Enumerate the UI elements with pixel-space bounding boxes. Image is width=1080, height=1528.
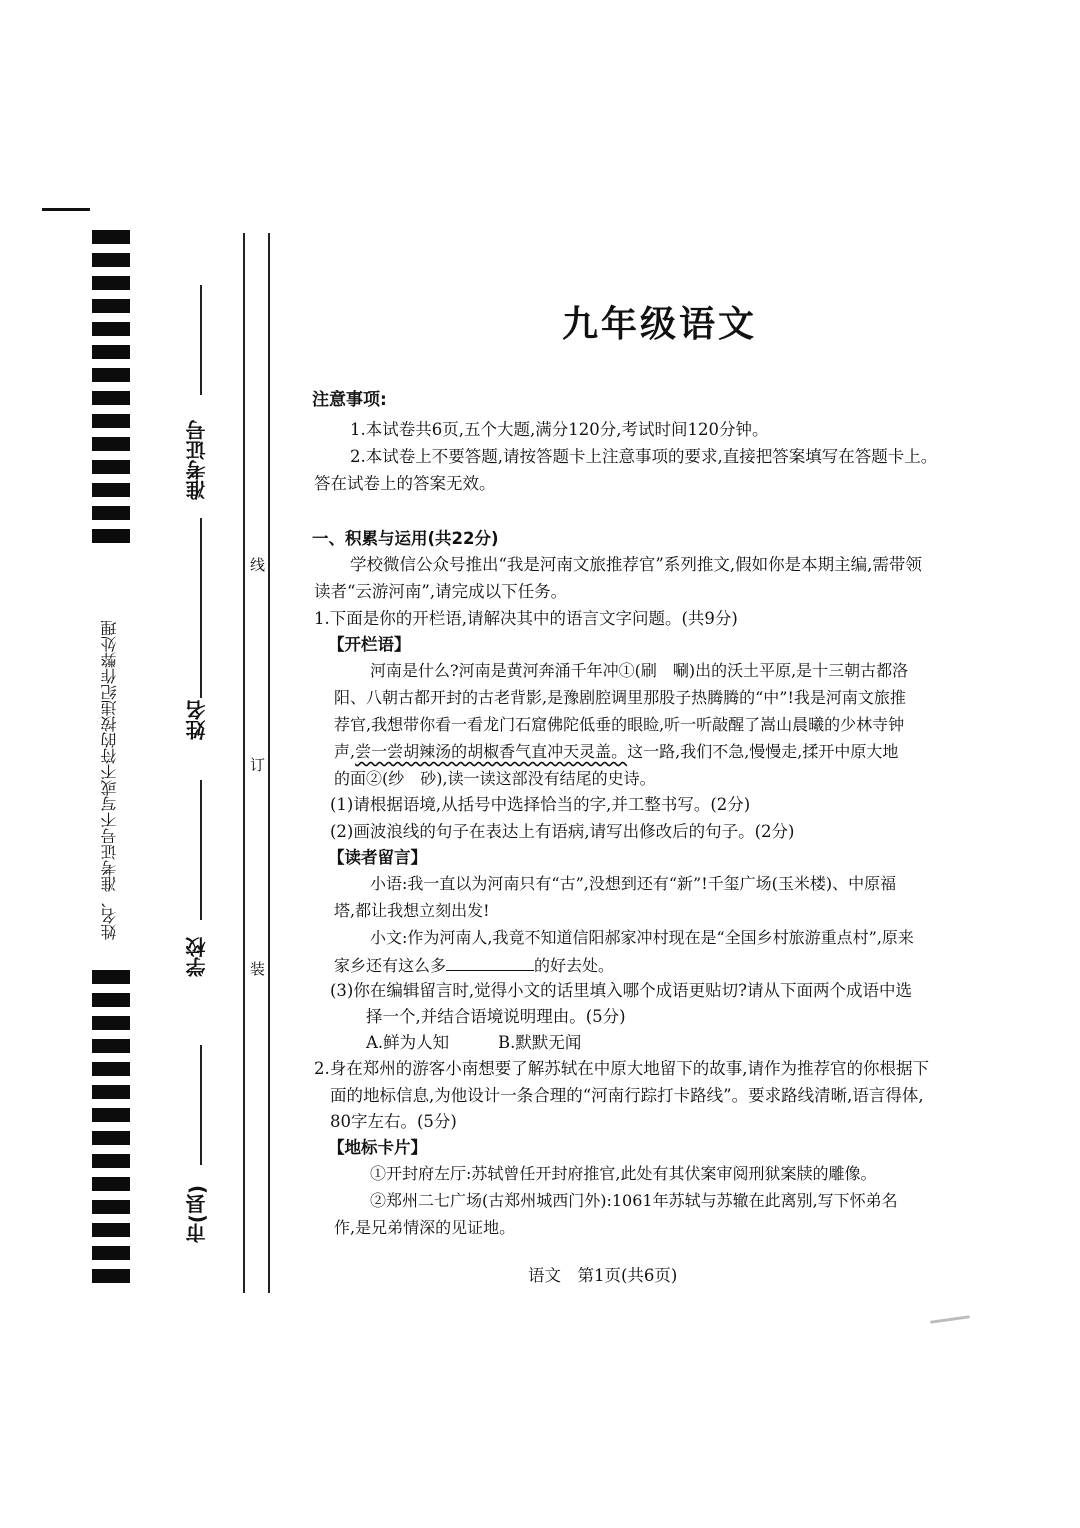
q1-xiaoyu-2: 塔,都让我想立刻出发!: [334, 901, 490, 920]
q1-option-a: A.鲜为人知: [366, 1033, 450, 1052]
fill-in-blank[interactable]: [446, 954, 534, 971]
name-line[interactable]: [200, 518, 202, 698]
notice-line-2: 2.本试卷上不要答题,请按答题卡上注意事项的要求,直接把答案填写在答题卡上。: [350, 447, 938, 466]
q2-card-3: 作,是兄弟情深的见证地。: [334, 1218, 516, 1237]
q1-passage-4: [334, 741, 898, 763]
q1-passage-5: 的面②(纱 砂),读一读这部没有结尾的史诗。: [334, 769, 656, 788]
q1-sub-3-line-1: (3)你在编辑留言时,觉得小文的话里填入哪个成语更贴切?请从下面两个成语中选: [330, 981, 912, 1000]
section-1-heading: 一、积累与运用(共22分): [312, 529, 499, 548]
seal-mark-xian: 线: [250, 552, 265, 577]
scan-smudge: [930, 1315, 970, 1324]
q1-xiaowen-2-pre: 家乡还有这么多: [334, 956, 447, 975]
school-label: 学校: [185, 937, 209, 977]
q1-sub-3-line-2: 择一个,并结合语境说明理由。(5分): [366, 1007, 626, 1026]
notice-line-1: 1.本试卷共6页,五个大题,满分120分,考试时间120分钟。: [350, 420, 769, 439]
seal-mark-ding: 订: [250, 752, 265, 777]
q1-passage-3: 荐官,我想带你看一看龙门石窟佛陀低垂的眼睑,听一听敲醒了嵩山晨曦的少林寺钟: [334, 715, 905, 734]
seal-notice: 姓名、准考证号不写或不符的按违纪作弊处理: [100, 620, 119, 940]
q2-card-2: ②郑州二七广场(古郑州城西门外):1061年苏轼与苏辙在此离别,写下怀弟名: [370, 1191, 898, 1210]
seal-line-inner: [268, 233, 270, 1293]
q1-xiaowen-2: [334, 954, 614, 977]
page-footer: 语文 第1页(共6页): [528, 1266, 678, 1285]
q2-stem-3: 80字左右。(5分): [330, 1112, 457, 1131]
q2-card-tag: 【地标卡片】: [328, 1138, 427, 1157]
q1-passage-1: 河南是什么?河南是黄河奔涌千年冲①(刷 唰)出的沃土平原,是十三朝古都洛: [370, 661, 909, 680]
wavy-sentence: 尝一尝胡辣汤的胡椒香气直冲天灵盖。: [355, 742, 628, 761]
q2-stem-2: 面的地标信息,为他设计一条合理的“河南行踪打卡路线”。要求路线清晰,语言得体,: [330, 1086, 924, 1105]
name-label: 姓名: [185, 700, 209, 740]
q1-xiaoyu-1: 小语:我一直以为河南只有“古”,没想到还有“新”!千玺广场(玉米楼)、中原福: [370, 874, 897, 893]
seal-mark-zhuang: 装: [250, 956, 265, 981]
admission-number-label: 准考证号: [185, 420, 209, 500]
q1-xiaowen-2-post: 的好去处。: [534, 956, 615, 975]
q1-xiaowen-1: 小文:作为河南人,我竟不知道信阳郝家冲村现在是“全国乡村旅游重点村”,原来: [370, 928, 914, 947]
q1-passage-4-pre: 声,: [334, 742, 356, 761]
q1-passage-4-post: 这一路,我们不急,慢慢走,揉开中原大地: [627, 742, 899, 761]
q1-passage-2: 阳、八朝古都开封的古老背影,是豫剧腔调里那股子热腾腾的“中”!我是河南文旅推: [334, 688, 906, 707]
admission-number-line[interactable]: [200, 285, 202, 395]
q1-sub-2: (2)画波浪线的句子在表达上有语病,请写出修改后的句子。(2分): [330, 822, 795, 841]
q2-stem-1: 2.身在郑州的游客小南想要了解苏轼在中原大地留下的故事,请作为推荐官的你根据下: [314, 1059, 929, 1078]
scan-mark: [42, 208, 90, 211]
seal-line-outer: [243, 233, 245, 1293]
school-line[interactable]: [200, 780, 202, 920]
section-1-intro-2: 读者“云游河南”,请完成以下任务。: [314, 582, 568, 601]
city-county-label: 市(县): [185, 1185, 209, 1244]
section-1-intro-1: 学校微信公众号推出“我是河南文旅推荐官”系列推文,假如你是本期主编,需带领: [350, 555, 922, 574]
q2-card-1: ①开封府左厅:苏轼曾任开封府推官,此处有其伏案审阅刑狱案牍的雕像。: [370, 1164, 877, 1183]
notice-line-3: 答在试卷上的答案无效。: [314, 474, 496, 493]
city-line[interactable]: [200, 1045, 202, 1165]
page-title: 九年级语文: [562, 304, 758, 345]
q1-stem: 1.下面是你的开栏语,请解决其中的语言文字问题。(共9分): [314, 609, 738, 628]
q1-reader-tag: 【读者留言】: [328, 848, 427, 867]
q1-sub-1: (1)请根据语境,从括号中选择恰当的字,并工整书写。(2分): [330, 795, 751, 814]
q1-column-tag: 【开栏语】: [328, 635, 411, 654]
q1-option-b: B.默默无闻: [498, 1033, 582, 1052]
notice-heading: 注意事项:: [312, 390, 387, 410]
